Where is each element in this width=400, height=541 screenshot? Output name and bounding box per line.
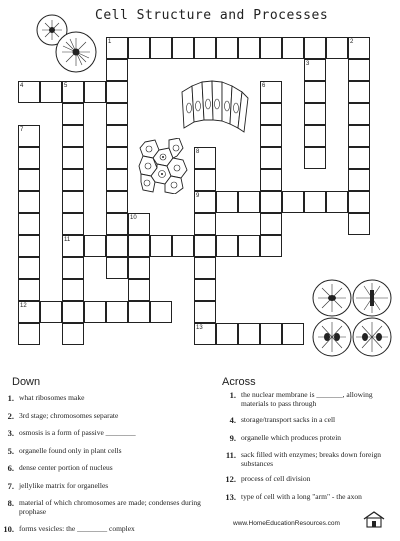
grid-cell[interactable] xyxy=(216,37,238,59)
clue-text: sack filled with enzymes; breaks down foreign substances xyxy=(241,450,381,468)
clue-item xyxy=(0,394,205,403)
grid-cell[interactable] xyxy=(84,301,106,323)
grid-cell[interactable] xyxy=(62,147,84,169)
grid-cell[interactable] xyxy=(260,103,282,125)
grid-cell[interactable] xyxy=(260,147,282,169)
grid-cell[interactable] xyxy=(194,301,216,323)
grid-cell[interactable] xyxy=(150,301,172,323)
grid-cell[interactable] xyxy=(194,213,216,235)
grid-cell[interactable] xyxy=(18,169,40,191)
grid-cell[interactable] xyxy=(282,323,304,345)
grid-cell[interactable] xyxy=(40,301,62,323)
grid-clue-number: 2 xyxy=(350,39,354,45)
grid-cell[interactable] xyxy=(260,323,282,345)
across-heading: Across xyxy=(222,376,256,388)
grid-cell[interactable] xyxy=(172,235,194,257)
grid-cell[interactable] xyxy=(194,37,216,59)
clue-number: 1. xyxy=(7,393,14,403)
grid-cell[interactable] xyxy=(106,169,128,191)
clue-item xyxy=(222,416,392,425)
clue-text: organelle which produces protein xyxy=(241,432,342,442)
grid-cell[interactable] xyxy=(260,125,282,147)
grid-cell[interactable] xyxy=(260,169,282,191)
clue-text: material of which chromosomes are made; condenses during prophase xyxy=(19,498,201,516)
clue-number: 9. xyxy=(229,432,236,443)
clue-item xyxy=(0,482,205,491)
clue-number: 13. xyxy=(225,491,236,502)
grid-cell[interactable] xyxy=(304,37,326,59)
grid-cell[interactable] xyxy=(18,323,40,345)
grid-clue-number: 12 xyxy=(20,303,27,309)
grid-cell[interactable] xyxy=(106,81,128,103)
grid-clue-number: 1 xyxy=(108,39,112,45)
grid-cell[interactable] xyxy=(18,213,40,235)
grid-cell[interactable] xyxy=(106,125,128,147)
grid-cell[interactable] xyxy=(62,323,84,345)
grid-cell[interactable] xyxy=(282,37,304,59)
clue-number: 12. xyxy=(225,474,236,484)
grid-cell[interactable] xyxy=(62,169,84,191)
grid-cell[interactable] xyxy=(260,235,282,257)
grid-cell[interactable] xyxy=(106,103,128,125)
page-title: Cell Structure and Processes xyxy=(95,8,329,23)
grid-cell[interactable] xyxy=(326,191,348,213)
grid-cell[interactable] xyxy=(18,147,40,169)
grid-cell[interactable] xyxy=(62,301,84,323)
clue-text: process of cell division xyxy=(241,474,311,483)
grid-cell[interactable] xyxy=(348,169,370,191)
grid-cell[interactable] xyxy=(304,125,326,147)
grid-cell[interactable] xyxy=(304,103,326,125)
grid-clue-number: 4 xyxy=(20,83,24,89)
grid-cell[interactable] xyxy=(238,235,260,257)
grid-clue-number: 10 xyxy=(130,215,137,221)
grid-cell[interactable] xyxy=(40,81,62,103)
grid-cell[interactable] xyxy=(106,191,128,213)
clue-number: 3. xyxy=(7,428,14,438)
grid-cell[interactable] xyxy=(348,147,370,169)
grid-clue-number: 9 xyxy=(196,193,200,199)
grid-cell[interactable] xyxy=(18,257,40,279)
grid-cell[interactable] xyxy=(238,37,260,59)
grid-cell[interactable] xyxy=(62,257,84,279)
clue-item xyxy=(0,464,205,473)
clue-item xyxy=(0,429,205,438)
clue-text: organelle found only in plant cells xyxy=(19,445,122,455)
grid-cell[interactable] xyxy=(18,279,40,301)
grid-cell[interactable] xyxy=(238,191,260,213)
grid-cell[interactable] xyxy=(304,147,326,169)
clue-text: type of cell with a long "arm" - the axon xyxy=(241,491,362,501)
clue-number: 10. xyxy=(3,524,14,534)
grid-cell[interactable] xyxy=(106,301,128,323)
clue-text: 3rd stage; chromosomes separate xyxy=(19,410,119,420)
grid-cell[interactable] xyxy=(128,257,150,279)
clue-number: 4. xyxy=(229,415,236,425)
grid-clue-number: 7 xyxy=(20,127,24,133)
clue-item xyxy=(0,525,205,534)
clue-text: what ribosomes make xyxy=(19,393,85,402)
clue-item xyxy=(222,391,392,408)
grid-cell[interactable] xyxy=(62,279,84,301)
grid-cell[interactable] xyxy=(106,235,128,257)
grid-cell[interactable] xyxy=(106,213,128,235)
grid-cell[interactable] xyxy=(238,323,260,345)
grid-clue-number: 3 xyxy=(306,61,310,67)
grid-cell[interactable] xyxy=(216,191,238,213)
grid-cell[interactable] xyxy=(62,125,84,147)
down-clues xyxy=(0,394,205,534)
grid-clue-number: 13 xyxy=(196,325,203,331)
clue-number: 2. xyxy=(7,410,14,421)
grid-cell[interactable] xyxy=(84,81,106,103)
clue-item xyxy=(0,447,205,456)
clue-text: storage/transport sacks in a cell xyxy=(241,415,336,424)
clue-item xyxy=(0,412,205,421)
grid-cell[interactable] xyxy=(282,191,304,213)
home-logo-icon xyxy=(362,510,386,528)
clue-number: 11. xyxy=(225,450,236,460)
grid-cell[interactable] xyxy=(348,81,370,103)
grid-cell[interactable] xyxy=(348,125,370,147)
footer-url: www.HomeEducationResources.com xyxy=(233,520,340,527)
grid-cell[interactable] xyxy=(150,235,172,257)
grid-cell[interactable] xyxy=(194,257,216,279)
clue-text: jellylike matrix for organelles xyxy=(19,480,109,490)
grid-clue-number: 5 xyxy=(64,83,68,89)
grid-cell[interactable] xyxy=(172,37,194,59)
grid-cell[interactable] xyxy=(84,235,106,257)
grid-cell[interactable] xyxy=(194,279,216,301)
grid-cell[interactable] xyxy=(128,235,150,257)
grid-cell[interactable] xyxy=(216,323,238,345)
grid-cell[interactable] xyxy=(18,235,40,257)
grid-cell[interactable] xyxy=(304,191,326,213)
across-clues xyxy=(222,391,392,501)
grid-cell[interactable] xyxy=(194,235,216,257)
grid-clue-number: 6 xyxy=(262,83,266,89)
grid-cell[interactable] xyxy=(348,59,370,81)
clue-item xyxy=(222,451,392,468)
grid-cell[interactable] xyxy=(348,191,370,213)
grid-clue-number: 11 xyxy=(64,237,71,243)
clue-number: 6. xyxy=(7,463,14,473)
grid-cell[interactable] xyxy=(150,37,172,59)
clue-item xyxy=(222,493,392,502)
grid-cell[interactable] xyxy=(194,169,216,191)
clue-text: the nuclear membrane is _______, allowing materials to pass through xyxy=(241,390,373,408)
grid-cell[interactable] xyxy=(106,257,128,279)
grid-cell[interactable] xyxy=(106,59,128,81)
clue-item xyxy=(222,475,392,484)
grid-cell[interactable] xyxy=(62,191,84,213)
clue-number: 7. xyxy=(7,480,14,491)
clue-text: forms vesicles: the ________ complex xyxy=(19,524,135,533)
grid-clue-number: 8 xyxy=(196,149,200,155)
grid-cell[interactable] xyxy=(128,279,150,301)
grid-cell[interactable] xyxy=(62,213,84,235)
grid-cell[interactable] xyxy=(216,235,238,257)
grid-cell[interactable] xyxy=(128,37,150,59)
grid-cell[interactable] xyxy=(326,37,348,59)
clue-text: osmosis is a form of passive ________ xyxy=(19,428,136,437)
grid-cell[interactable] xyxy=(348,213,370,235)
grid-cell[interactable] xyxy=(260,37,282,59)
clue-text: dense center portion of nucleus xyxy=(19,463,113,472)
grid-cell[interactable] xyxy=(304,81,326,103)
grid-cell[interactable] xyxy=(260,213,282,235)
grid-cell[interactable] xyxy=(348,103,370,125)
clue-number: 1. xyxy=(229,390,236,400)
clue-item xyxy=(222,434,392,443)
clue-item xyxy=(0,499,205,516)
grid-cell[interactable] xyxy=(106,147,128,169)
grid-cell[interactable] xyxy=(260,191,282,213)
clue-number: 8. xyxy=(7,498,14,508)
down-heading: Down xyxy=(12,376,41,388)
grid-cell[interactable] xyxy=(18,191,40,213)
grid-cell[interactable] xyxy=(128,301,150,323)
grid-cell[interactable] xyxy=(62,103,84,125)
clue-number: 5. xyxy=(7,445,14,456)
